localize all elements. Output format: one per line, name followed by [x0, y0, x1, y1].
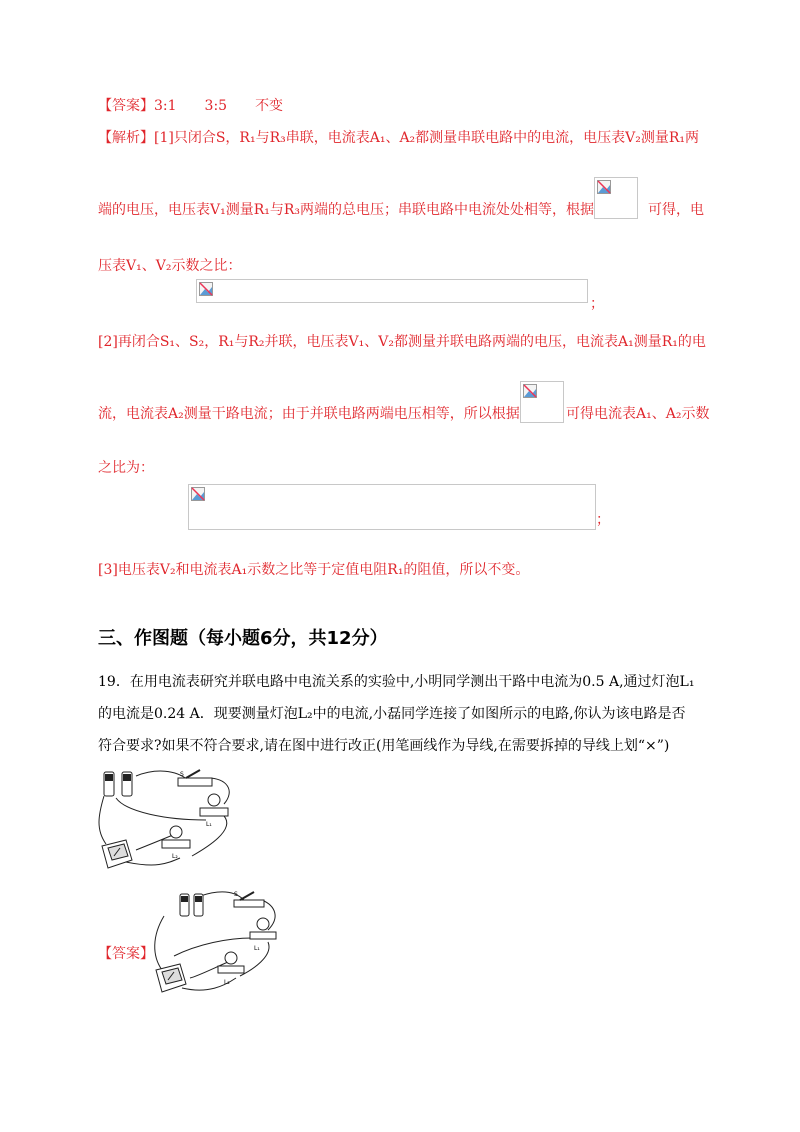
- question-19-line-2: 的电流是0.24 A．现要测量灯泡L₂中的电流,小磊同学连接了如图所示的电路,你认为该电路是否: [98, 706, 686, 722]
- semicolon-1: ；: [590, 296, 604, 312]
- analysis-p2-line-2a: 流，电流表A₂测量干路电流；由于并联电路两端电压相等，所以根据: [98, 406, 520, 422]
- section-heading: 三、作图题（每小题6分，共12分）: [98, 628, 388, 649]
- answer-switch-label: S: [234, 891, 238, 898]
- lamp1-label: L₁: [206, 821, 212, 828]
- answer-value-3: 不变: [255, 98, 284, 114]
- image-placeholder-icon: [191, 487, 205, 501]
- answer-lamp2-label: L₂: [224, 979, 230, 986]
- semicolon-2: ；: [596, 512, 610, 528]
- image-placeholder-icon: [597, 180, 611, 194]
- question-19-line-1: 19．在用电流表研究并联电路中电流关系的实验中,小明同学测出干路中电流为0.5 A,通过灯泡L₁: [98, 674, 695, 690]
- analysis-p1-line1: [1]只闭合S，R₁与R₃串联，电流表A₁、A₂都测量串联电路中的电流，电压表V₂测量R₁两: [154, 130, 700, 146]
- answer-tag-2: 【答案】: [98, 946, 154, 962]
- answer-line-2: [98, 944, 154, 964]
- analysis-line-3: 压表V₁、V₂示数之比：: [98, 258, 242, 274]
- question-19-line-3: 符合要求?如果不符合要求,请在图中进行改正(用笔画线作为导线,在需要拆掉的导线上划“×”): [98, 738, 670, 754]
- circuit-figure-question: [96, 768, 246, 876]
- answer-tag: 【答案】: [98, 98, 154, 114]
- analysis-p3: [3]电压表V₂和电流表A₁示数之比等于定值电阻R₁的阻值，所以不变。: [98, 562, 530, 578]
- answer-value-1: 3:1: [154, 98, 177, 114]
- formula-image-1: [594, 177, 638, 219]
- analysis-p2-line-2b: 可得电流表A₁、A₂示数: [566, 406, 710, 422]
- answer-lamp1-label: L₁: [254, 945, 260, 952]
- image-placeholder-icon: [523, 384, 537, 398]
- analysis-line-2a: 端的电压，电压表V₁测量R₁与R₃两端的总电压；串联电路中电流处处相等，根据: [98, 202, 595, 218]
- analysis-line-1: [98, 128, 699, 148]
- answer-line-1: [98, 96, 311, 116]
- analysis-tag: 【解析】: [98, 130, 154, 146]
- formula-image-4: [188, 484, 596, 530]
- analysis-p2-line-3: 之比为：: [98, 460, 154, 476]
- analysis-p2-line-1: [2]再闭合S₁、S₂，R₁与R₂并联，电压表V₁、V₂都测量并联电路两端的电压，电流表A₁测量R₁的电: [98, 334, 706, 350]
- switch-label: S: [180, 771, 184, 778]
- lamp2-label: L₂: [172, 853, 178, 860]
- circuit-figure-answer: [148, 886, 282, 998]
- analysis-line-2b: 可得，电: [648, 202, 704, 218]
- formula-image-3: [520, 381, 564, 423]
- formula-image-2: [196, 279, 588, 303]
- image-placeholder-icon: [199, 282, 213, 296]
- answer-value-2: 3:5: [204, 98, 228, 114]
